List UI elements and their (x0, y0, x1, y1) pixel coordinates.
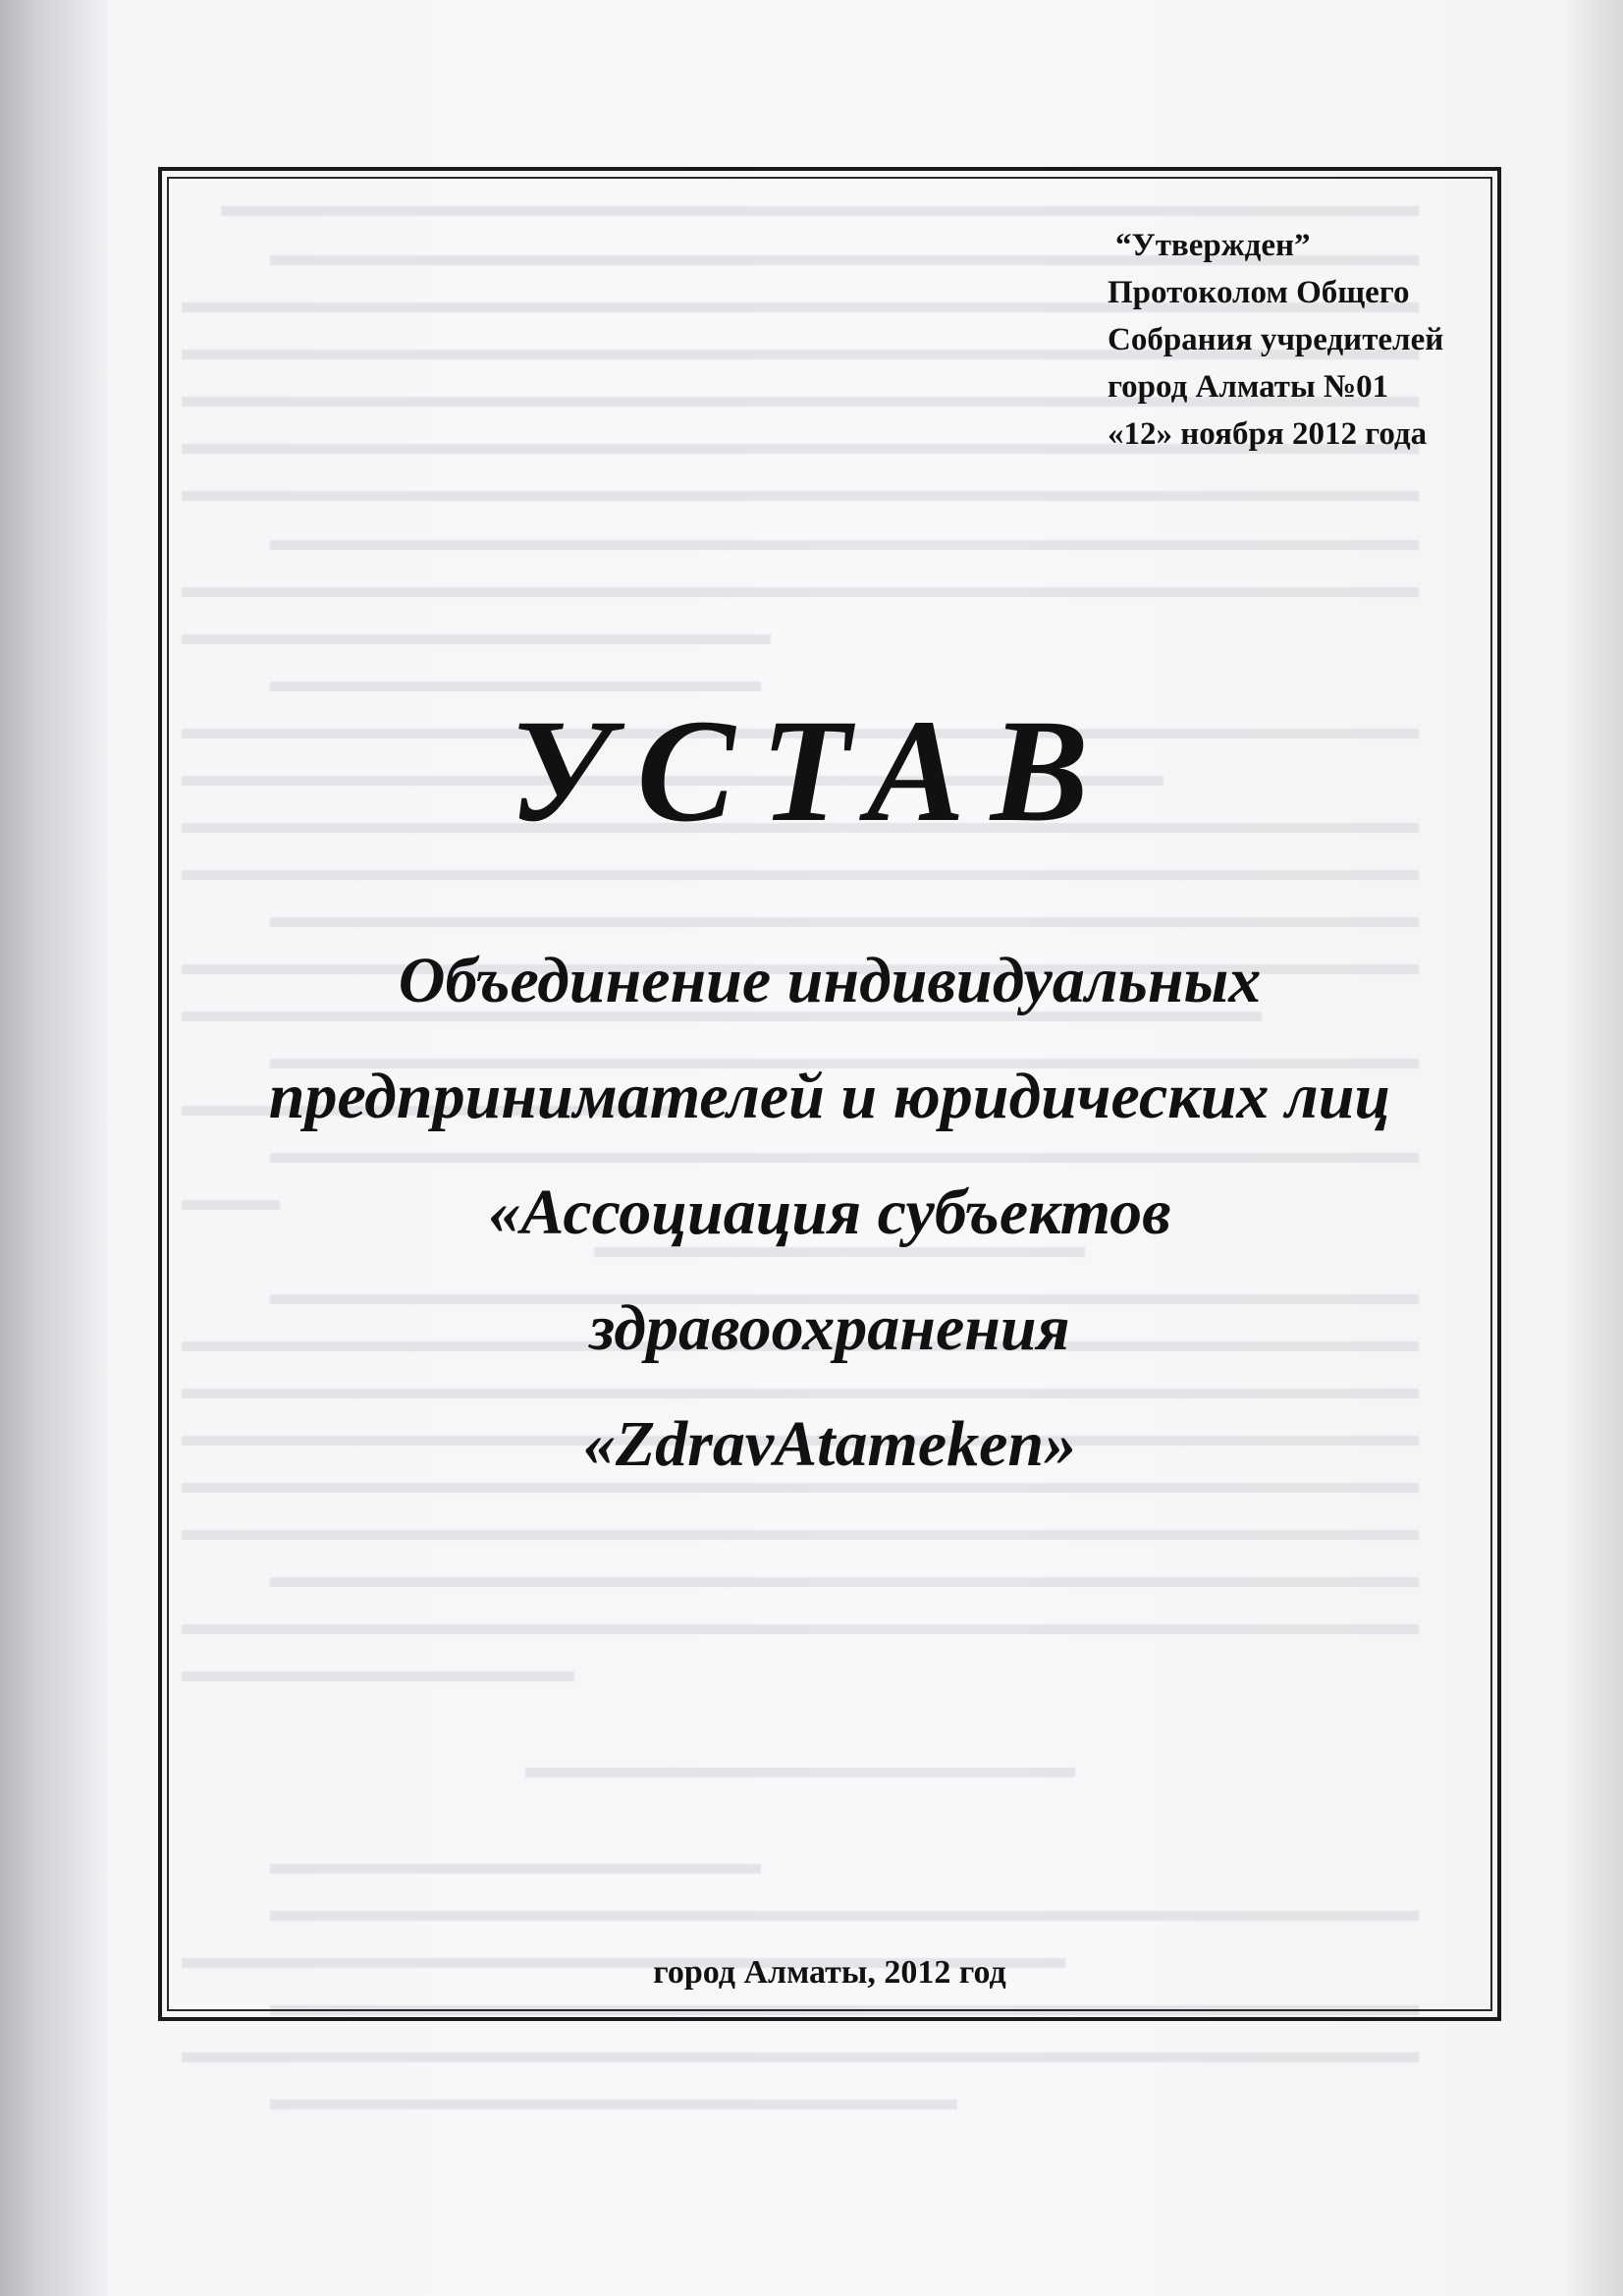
spine-shadow (0, 0, 108, 2296)
subtitle-line: «Ассоциация субъектов (488, 1176, 1171, 1248)
organization-name-block (167, 923, 1492, 1503)
page-edge-shadow (1564, 0, 1623, 2296)
approval-stamp-block (1108, 222, 1443, 458)
approval-line: “Утвержден” (1115, 228, 1311, 263)
approval-line: Собрания учредителей (1108, 322, 1444, 357)
approval-line: Протоколом Общего (1108, 275, 1410, 310)
city-year-footer: город Алматы, 2012 год (653, 1954, 1006, 1991)
subtitle-line: Объединение индивидуальных (398, 945, 1262, 1016)
approval-line: город Алматы №01 (1108, 369, 1389, 405)
subtitle-line: предпринимателей и юридических лиц (268, 1061, 1391, 1132)
subtitle-line: «ZdravAtameken» (582, 1408, 1077, 1480)
approval-line: «12» ноября 2012 года (1108, 416, 1428, 452)
document-title: УСТАВ (509, 689, 1114, 852)
subtitle-line: здравоохранения (589, 1292, 1070, 1364)
